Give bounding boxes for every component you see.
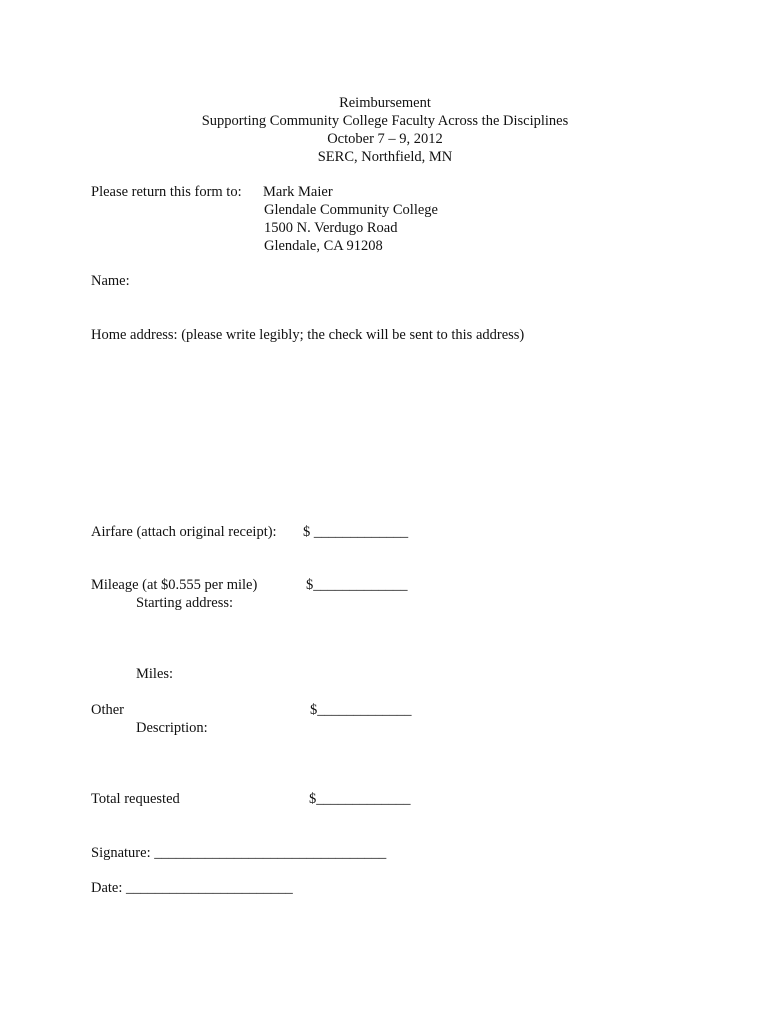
miles-label: Miles: xyxy=(136,666,174,682)
signature-field[interactable]: Signature: ________________________________ xyxy=(91,845,387,861)
return-org: Glendale Community College xyxy=(264,202,438,218)
mileage-label: Mileage (at $0.555 per mile) xyxy=(91,577,258,593)
workshop-title: Supporting Community College Faculty Across the Disciplines xyxy=(201,113,569,129)
total-amount-blank[interactable]: $_____________ xyxy=(309,791,411,807)
other-label: Other xyxy=(91,702,125,718)
other-amount-blank[interactable]: $_____________ xyxy=(310,702,412,718)
total-label: Total requested xyxy=(91,791,180,807)
return-label: Please return this form to: xyxy=(91,184,242,200)
date-field[interactable]: Date: _______________________ xyxy=(91,880,293,896)
workshop-location: SERC, Northfield, MN xyxy=(317,149,453,165)
airfare-amount-blank[interactable]: $ _____________ xyxy=(303,524,409,540)
mileage-amount-blank[interactable]: $_____________ xyxy=(306,577,408,593)
name-field-label: Name: xyxy=(91,273,130,289)
airfare-label: Airfare (attach original receipt): xyxy=(91,524,277,540)
return-street: 1500 N. Verdugo Road xyxy=(264,220,398,236)
return-city: Glendale, CA 91208 xyxy=(264,238,383,254)
workshop-dates: October 7 – 9, 2012 xyxy=(327,131,443,147)
form-title: Reimbursement xyxy=(339,95,431,111)
description-label: Description: xyxy=(136,720,208,736)
home-address-label: Home address: (please write legibly; the check will be sent to this address) xyxy=(91,327,525,343)
starting-address-label: Starting address: xyxy=(136,595,234,611)
return-name: Mark Maier xyxy=(263,184,333,200)
